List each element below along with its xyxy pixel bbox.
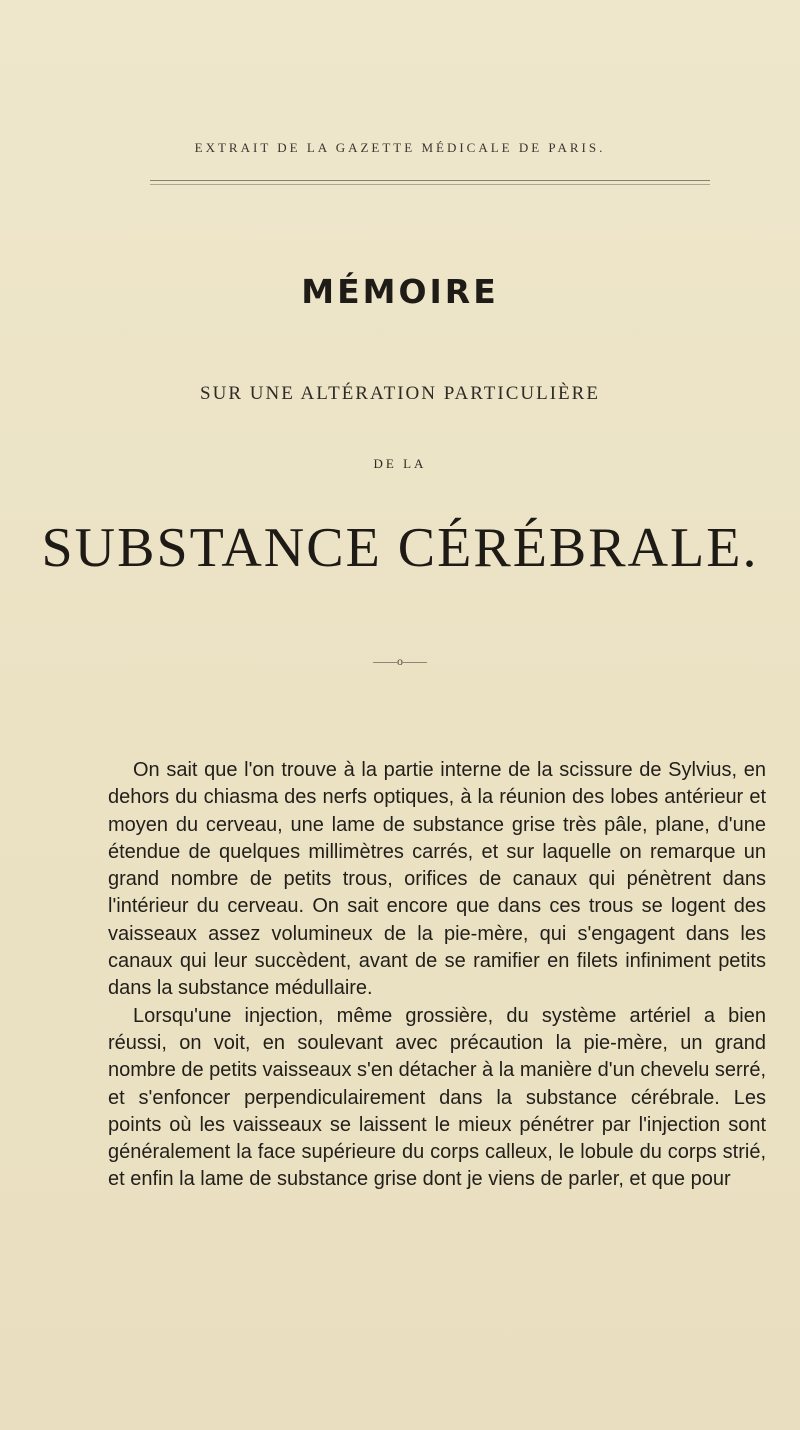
header-rule-secondary: [150, 184, 710, 185]
running-header: EXTRAIT DE LA GAZETTE MÉDICALE DE PARIS.: [194, 140, 606, 155]
subtitle-de-la: DE LA: [373, 456, 427, 471]
ornament-divider: ——o——: [373, 654, 427, 668]
subtitle: SUR UNE ALTÉRATION PARTICULIÈRE: [200, 383, 600, 404]
body-text: [108, 757, 766, 1194]
paragraph-1: On sait que l'on trouve à la partie interne de la scissure de Sylvius, en dehors du chiasma des nerfs optiques, à la réunion des lobes antérieur et moyen du cerveau, une lame de substance grise très pâle, plane, d'une étendue de quelques millimètres carrés, et sur laquelle on remarque un grand nombre de petits trous, orifices de canaux qui pénètrent dans l'intérieur du cerveau. On sait encore que dans ces trous se logent des vaisseaux assez volumineux de la pie-mère, qui s'engagent dans les canaux qui leur succèdent, avant de se ramifier en filets infiniment petits dans la substance médullaire.: [108, 759, 766, 1000]
header-rule: [150, 180, 710, 181]
main-title: SUBSTANCE CÉRÉBRALE.: [41, 517, 759, 579]
paragraph-2: Lorsqu'une injection, même grossière, du système artériel a bien réussi, on voit, en soulevant avec précaution la pie-mère, un grand nombre de petits vaisseaux s'en détacher à la manière d'un chevelu serré, et s'enfoncer perpendiculairement dans la substance cérébrale. Les points où les vaisseaux se laissent le mieux pénétrer par l'injection sont généralement la face supérieure du corps calleux, le lobule du corps strié, et enfin la lame de substance grise dont je viens de parler, et que pour: [108, 1004, 767, 1191]
memoire-title: MÉMOIRE: [301, 272, 499, 311]
